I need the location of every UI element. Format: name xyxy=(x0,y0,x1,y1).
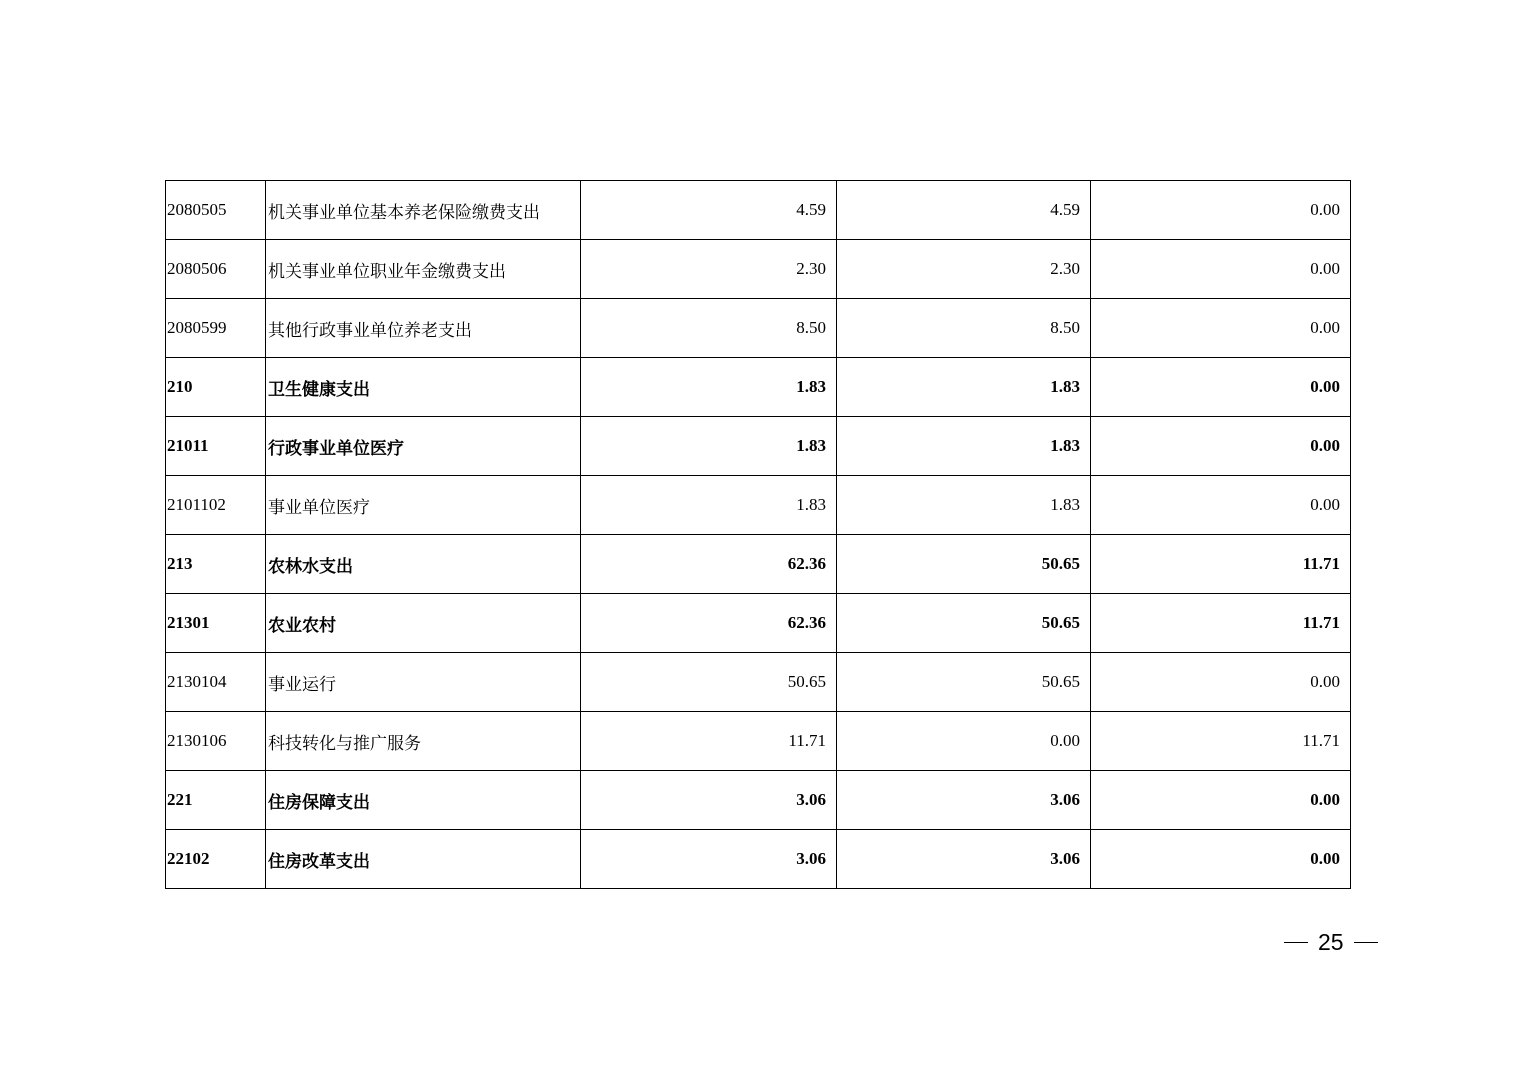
row-total: 2.30 xyxy=(581,240,837,299)
page-number-dash-left xyxy=(1284,942,1308,943)
row-total: 50.65 xyxy=(581,653,837,712)
row-total: 62.36 xyxy=(581,594,837,653)
row-total: 3.06 xyxy=(581,830,837,889)
row-name: 行政事业单位医疗 xyxy=(266,417,581,476)
row-name: 农业农村 xyxy=(266,594,581,653)
row-project: 0.00 xyxy=(1091,358,1351,417)
row-project: 0.00 xyxy=(1091,771,1351,830)
row-basic: 50.65 xyxy=(837,653,1091,712)
table-row xyxy=(166,712,1351,771)
table-row xyxy=(166,240,1351,299)
row-total: 4.59 xyxy=(581,181,837,240)
row-project: 0.00 xyxy=(1091,417,1351,476)
row-name: 机关事业单位职业年金缴费支出 xyxy=(266,240,581,299)
page-number-dash-right xyxy=(1354,942,1378,943)
row-total: 3.06 xyxy=(581,771,837,830)
table-row xyxy=(166,299,1351,358)
row-total: 11.71 xyxy=(581,712,837,771)
row-name: 其他行政事业单位养老支出 xyxy=(266,299,581,358)
row-name: 事业运行 xyxy=(266,653,581,712)
table-row xyxy=(166,181,1351,240)
table-row xyxy=(166,653,1351,712)
table-body xyxy=(166,181,1351,889)
row-total: 1.83 xyxy=(581,476,837,535)
row-basic: 3.06 xyxy=(837,771,1091,830)
row-basic: 1.83 xyxy=(837,417,1091,476)
row-project: 0.00 xyxy=(1091,181,1351,240)
row-project: 11.71 xyxy=(1091,535,1351,594)
table-row xyxy=(166,417,1351,476)
row-basic: 0.00 xyxy=(837,712,1091,771)
table-row xyxy=(166,476,1351,535)
row-project: 11.71 xyxy=(1091,594,1351,653)
row-total: 1.83 xyxy=(581,417,837,476)
row-code: 2130104 xyxy=(166,653,266,712)
row-code: 213 xyxy=(166,535,266,594)
row-basic: 4.59 xyxy=(837,181,1091,240)
row-code: 21011 xyxy=(166,417,266,476)
row-name: 卫生健康支出 xyxy=(266,358,581,417)
row-total: 62.36 xyxy=(581,535,837,594)
row-project: 0.00 xyxy=(1091,653,1351,712)
row-basic: 1.83 xyxy=(837,476,1091,535)
row-total: 1.83 xyxy=(581,358,837,417)
row-name: 住房改革支出 xyxy=(266,830,581,889)
row-project: 0.00 xyxy=(1091,830,1351,889)
row-project: 11.71 xyxy=(1091,712,1351,771)
row-code: 2080599 xyxy=(166,299,266,358)
page-number-value: 25 xyxy=(1318,929,1344,955)
row-basic: 50.65 xyxy=(837,594,1091,653)
row-code: 22102 xyxy=(166,830,266,889)
row-name: 机关事业单位基本养老保险缴费支出 xyxy=(266,181,581,240)
page-number xyxy=(1284,928,1378,956)
row-name: 住房保障支出 xyxy=(266,771,581,830)
row-code: 2130106 xyxy=(166,712,266,771)
row-total: 8.50 xyxy=(581,299,837,358)
row-code: 2080505 xyxy=(166,181,266,240)
row-project: 0.00 xyxy=(1091,476,1351,535)
table-row xyxy=(166,535,1351,594)
budget-table xyxy=(165,180,1351,889)
row-project: 0.00 xyxy=(1091,299,1351,358)
table-row xyxy=(166,358,1351,417)
row-name: 农林水支出 xyxy=(266,535,581,594)
row-basic: 50.65 xyxy=(837,535,1091,594)
row-basic: 3.06 xyxy=(837,830,1091,889)
row-basic: 1.83 xyxy=(837,358,1091,417)
table-row xyxy=(166,771,1351,830)
table-row xyxy=(166,594,1351,653)
row-code: 210 xyxy=(166,358,266,417)
row-basic: 2.30 xyxy=(837,240,1091,299)
row-code: 2080506 xyxy=(166,240,266,299)
row-code: 221 xyxy=(166,771,266,830)
row-basic: 8.50 xyxy=(837,299,1091,358)
table-row xyxy=(166,830,1351,889)
row-name: 科技转化与推广服务 xyxy=(266,712,581,771)
row-name: 事业单位医疗 xyxy=(266,476,581,535)
row-code: 21301 xyxy=(166,594,266,653)
row-project: 0.00 xyxy=(1091,240,1351,299)
row-code: 2101102 xyxy=(166,476,266,535)
